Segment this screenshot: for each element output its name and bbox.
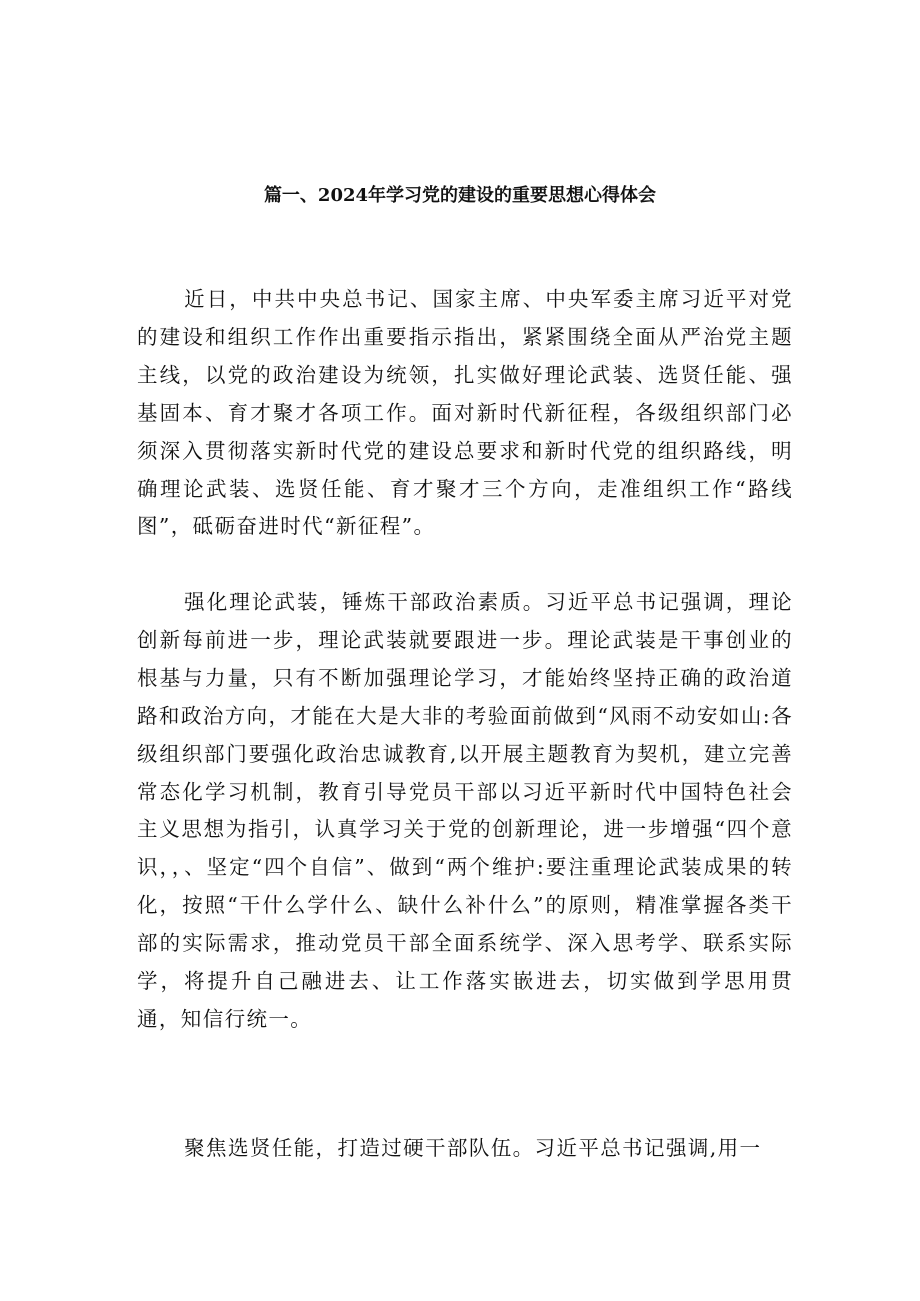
paragraph-3: 聚焦选贤任能，打造过硬干部队伍。习近平总书记强调,用一 xyxy=(184,1136,762,1160)
paragraph-1: 近日，中共中央总书记、国家主席、中央军委主席习近平对党的建设和组织工作作出重要指示指出，紧紧围绕全面从严治党主题主线，以党的政治建设为统领，扎实做好理论武装、选贤任能、强基固本、育才聚才各项工作。面对新时代新征程，各级组织部门必须深入贯彻落实新时代党的建设总要求和新时代党的组织路线，明确理论武装、选贤任能、育才聚才三个方向，走准组织工作“路线图”，砥砺奋进时代“新征程”。 xyxy=(137,287,793,539)
document-title: 篇一、2024年学习党的建设的重要思想心得体会 xyxy=(263,185,657,206)
paragraph-2: 强化理论武装，锤炼干部政治素质。习近平总书记强调，理论创新每前进一步，理论武装就要跟进一步。理论武装是干事创业的根基与力量，只有不断加强理论学习，才能始终坚持正确的政治道路和政治方向，才能在大是大非的考验面前做到“风雨不动安如山:各级组织部门要强化政治忠诚教育,以开展主题教育为契机，建立完善常态化学习机制，教育引导党员干部以习近平新时代中国特色社会主义思想为指引，认真学习关于党的创新理论，进一步增强“四个意识，，、坚定“四个自信”、做到“两个维护:要注重理论武装成果的转化，按照“干什么学什么、缺什么补什么”的原则，精准掌握各类干部的实际需求，推动党员干部全面系统学、深入思考学、联系实际学，将提升自己融进去、让工作落实嵌进去，切实做到学思用贯通，知信行统一。 xyxy=(137,590,793,1031)
